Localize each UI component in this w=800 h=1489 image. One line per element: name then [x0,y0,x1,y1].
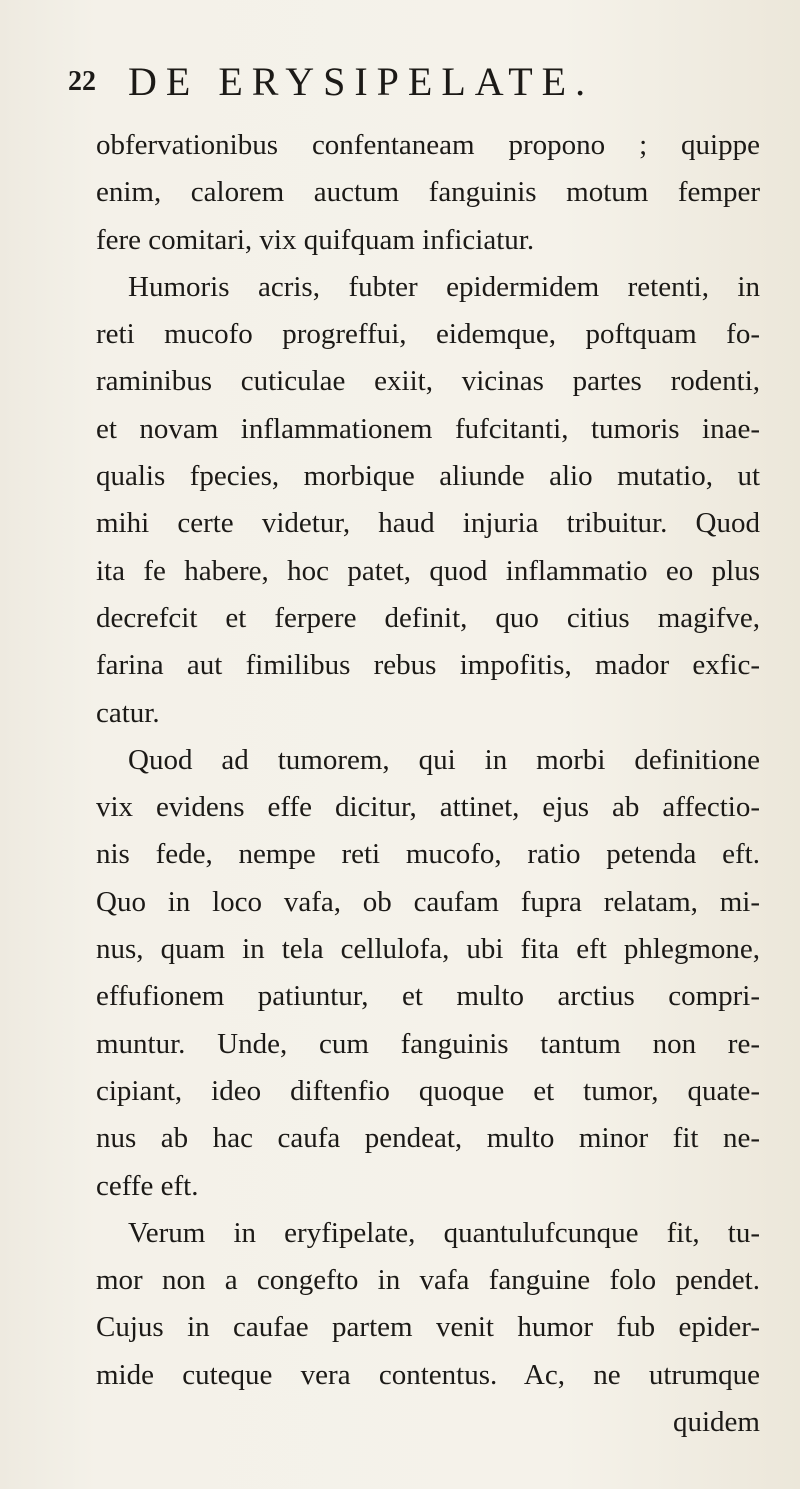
text-line: cipiant, ideo diftenfio quoque et tumor, quate- [96,1074,760,1107]
text-line: effufionem patiuntur, et multo arctius compri- [96,980,760,1013]
text-line: Humoris acris, fubter epidermidem retenti, in [128,270,760,303]
text-line: enim, calorem auctum fanguinis motum femper [96,176,760,209]
text-line: raminibus cuticulae exiit, vicinas partes rodenti, [96,365,760,398]
text-line: Verum in eryfipelate, quantulufcunque fit, tu- [128,1216,760,1249]
text-line: reti mucofo progreffui, eidemque, poftquam fo- [96,318,760,351]
text-line: nis fede, nempe reti mucofo, ratio petenda eft. [96,838,760,871]
text-line: et novam inflammationem fufcitanti, tumoris inae- [96,412,760,445]
text-line: obfervationibus confentaneam propono ; quippe [96,129,760,161]
running-title: DE ERYSIPELATE. [128,59,595,104]
text-line: ita fe habere, hoc patet, quod inflammatio eo plus [96,554,760,587]
text-line: muntur. Unde, cum fanguinis tantum non re- [96,1027,760,1060]
text-line: catur. [96,696,160,729]
text-line: ceffe eft. [96,1169,199,1202]
text-line: mor non a congefto in vafa fanguine folo pendet. [96,1264,760,1297]
text-line: nus ab hac caufa pendeat, multo minor fit ne- [96,1122,760,1155]
page-header [68,58,768,106]
text-line: farina aut fimilibus rebus impofitis, mador exfic- [96,649,760,682]
text-line: qualis fpecies, morbique aliunde alio mutatio, ut [96,460,760,493]
text-line: decrefcit et ferpere definit, quo citius magifve, [96,601,760,634]
text-line: Quo in loco vafa, ob caufam fupra relatam, mi- [96,885,760,918]
page-number: 22 [68,66,96,97]
text-line: fere comitari, vix quifquam inficiatur. [96,223,535,256]
text-line: vix evidens effe dicitur, attinet, ejus ab affectio- [96,791,760,824]
text-line: Quod ad tumorem, qui in morbi definitione [128,743,760,776]
catchword: quidem [673,1406,760,1439]
text-line: Cujus in caufae partem venit humor fub epider- [96,1311,760,1344]
body-text [96,122,760,1446]
text-line: mihi certe videtur, haud injuria tribuitur. Quod [96,507,760,540]
text-line: nus, quam in tela cellulofa, ubi fita eft phlegmone, [96,933,760,966]
text-line: mide cuteque vera contentus. Ac, ne utrumque [96,1358,760,1391]
